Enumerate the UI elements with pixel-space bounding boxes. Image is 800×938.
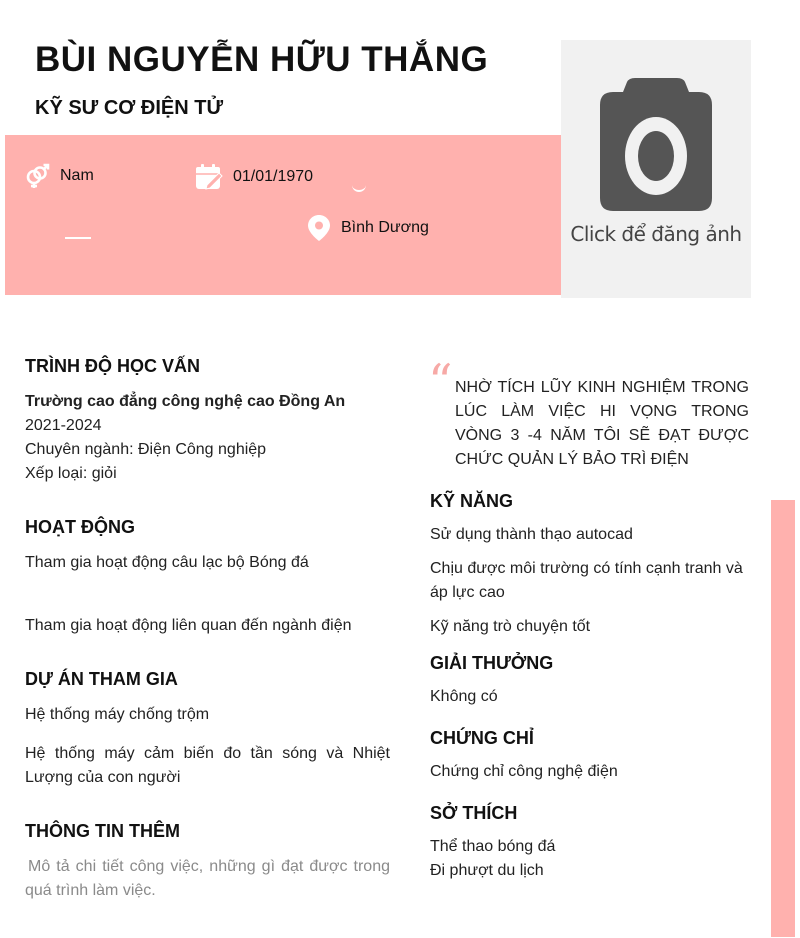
certificates-title[interactable]: CHỨNG CHỈ: [430, 728, 534, 748]
gender-icon: [24, 163, 50, 189]
candidate-name[interactable]: BÙI NGUYỄN HỮU THẮNG: [35, 40, 489, 79]
calendar-icon: [195, 163, 223, 191]
skill-item[interactable]: Kỹ năng trò chuyện tốt: [430, 618, 591, 635]
hobbies-list[interactable]: [430, 835, 750, 883]
side-accent-bar: [771, 500, 795, 937]
gender-field[interactable]: [24, 163, 94, 189]
camera-icon: [599, 78, 713, 219]
education-title[interactable]: TRÌNH ĐỘ HỌC VẤN: [25, 356, 200, 376]
project-item[interactable]: Hệ thống máy cảm biến đo tần sóng và Nhiệt Lượng của con người: [25, 745, 390, 786]
gender-value: Nam: [60, 167, 94, 184]
skills-title[interactable]: KỸ NĂNG: [430, 491, 514, 511]
projects-title[interactable]: DỰ ÁN THAM GIA: [25, 669, 178, 689]
activity-item[interactable]: Tham gia hoạt động liên quan đến ngành điện: [25, 617, 352, 634]
photo-upload-area[interactable]: [561, 40, 751, 298]
certificate-text[interactable]: Chứng chỉ công nghệ điện: [430, 763, 618, 780]
awards-text[interactable]: Không có: [430, 688, 498, 705]
quote-icon: “: [428, 354, 453, 410]
birthday-value: 01/01/1970: [233, 168, 314, 185]
awards-title[interactable]: GIẢI THƯỞNG: [430, 653, 554, 673]
major: Chuyên ngành: Điện Công nghiệp: [25, 441, 267, 458]
activities-title[interactable]: HOẠT ĐỘNG: [25, 517, 135, 537]
address-field[interactable]: [307, 214, 429, 242]
skill-item[interactable]: Sử dụng thành thạo autocad: [430, 526, 633, 543]
school-name: Trường cao đẳng công nghệ cao Đồng An: [25, 393, 346, 410]
photo-upload-label: Click để đăng ảnh: [570, 222, 742, 246]
birthday-field[interactable]: [195, 163, 313, 191]
activity-item[interactable]: Tham gia hoạt động câu lạc bộ Bóng đá: [25, 554, 309, 571]
study-years: 2021-2024: [25, 417, 102, 434]
empty-field-marker: [65, 237, 91, 239]
grade: Xếp loại: giỏi: [25, 465, 117, 482]
hobby-item: Thể thao bóng đá: [430, 838, 556, 855]
hobbies-title[interactable]: SỞ THÍCH: [430, 803, 518, 823]
hobby-item: Đi phượt du lịch: [430, 862, 544, 879]
skill-item[interactable]: Chịu được môi trường có tính cạnh tranh và áp lực cao: [430, 560, 743, 601]
career-objective[interactable]: NHỜ TÍCH LŨY KINH NGHIỆM TRONG LÚC LÀM VIỆC HI VỌNG TRONG VÒNG 3 -4 NĂM TÔI SẼ ĐẠT ĐƯỢC CHỨC QUẢN LÝ BẢO TRÌ ĐIỆN: [455, 379, 749, 468]
more-info-placeholder[interactable]: Mô tả chi tiết công việc, những gì đạt được trong quá trình làm việc.: [25, 858, 390, 899]
location-pin-icon: [307, 214, 331, 242]
more-info-title[interactable]: THÔNG TIN THÊM: [25, 821, 180, 841]
personal-info-band: [5, 135, 561, 295]
education-section[interactable]: [25, 390, 395, 486]
project-item[interactable]: Hệ thống máy chống trộm: [25, 706, 210, 723]
address-value: Bình Dương: [341, 219, 429, 236]
job-title[interactable]: KỸ SƯ CƠ ĐIỆN TỬ: [35, 97, 224, 119]
